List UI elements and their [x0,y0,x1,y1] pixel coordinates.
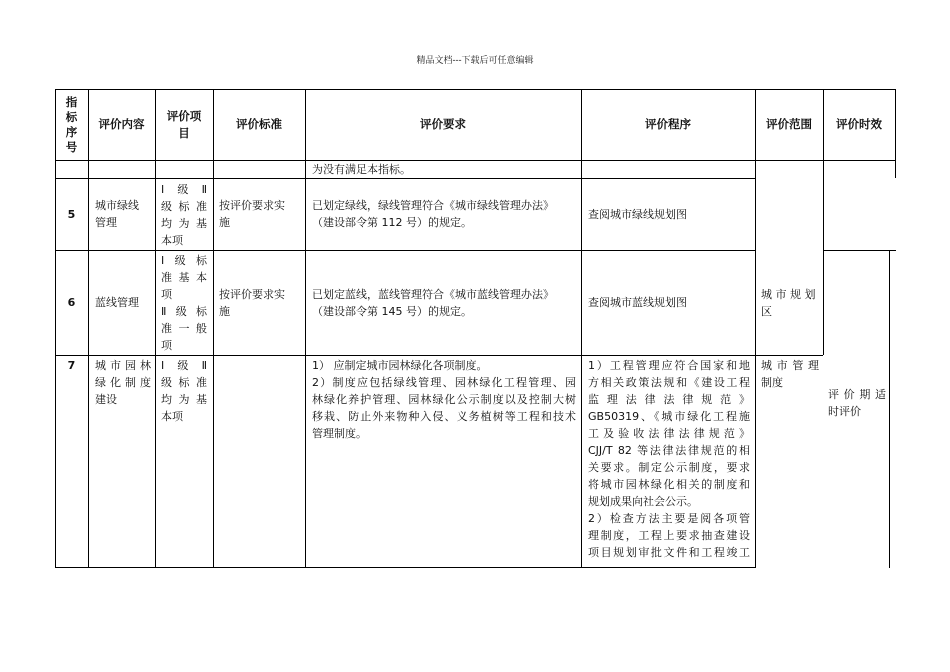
header-procedure: 评价程序 [645,117,691,131]
row-5-requirement: 已划定绿线，绿线管理符合《城市绿线管理办法》 （建设部令第 112 号）的规定。 [312,199,554,229]
row-7-item: Ⅰ 级 Ⅱ 级 标 准 均 为 基 本项 [161,359,207,423]
header-scope: 评价范围 [766,117,812,131]
continuation-requirement: 为没有满足本指标。 [312,163,411,176]
header-timing: 评价时效 [836,117,882,131]
row-7-requirement: 1） 应制定城市园林绿化各项制度。 2）制度应包括绿线管理、园林绿化工程管理、园 林绿化养护管理、园林绿化公示制度以及控制大树 移栽、防止外来物种入侵、义务植树等工程和技术 管理制度。 [312,359,576,440]
row-6-standard: 按评价要求实 施 [219,287,285,318]
row-6-index: 6 [67,296,76,309]
row-7-content: 城市园林 绿化制度 建设 [95,359,151,406]
row-6-content: 蓝线管理 [95,296,139,309]
header-item: 评价项 目 [166,108,202,140]
header-requirement: 评价要求 [420,117,466,131]
row-6-item: Ⅰ 级 标 准 基 本 项 Ⅱ 级 标 准 一 般 项 [161,254,207,352]
row-7-scope: 城 市 管 理 制度 [761,359,819,389]
row-5-procedure: 查阅城市绿线规划图 [588,207,687,221]
row-5-standard: 按评价要求实 施 [219,199,285,229]
header-content: 评价内容 [98,117,145,131]
row-7-index: 7 [67,359,76,372]
row-6-requirement: 已划定蓝线，蓝线管理符合《城市蓝线管理办法》 （建设部令第 145 号）的规定。 [312,287,554,318]
row-5-index: 5 [67,207,76,221]
row-6-scope: 城 市 规 划 区 [761,287,816,318]
page-header: 精品文档---下载后可任意编辑 [416,56,534,66]
row-6-procedure: 查阅城市蓝线规划图 [588,296,687,309]
timing-cell: 评价期适 时评价 [828,388,886,418]
header-index: 指 标 序 号 [65,94,78,154]
row-5-item: Ⅰ 级 Ⅱ 级 标 准 均 为 基 本项 [161,183,207,247]
row-5-content: 城市绿线 管理 [95,199,139,229]
evaluation-table [55,89,896,568]
header-standard: 评价标准 [236,117,282,131]
row-7-procedure: 1）工程管理应符合国家和地 方相关政策法规和《建设工程 监 理 法 律 法 律 规 范 》 GB50319、《城市绿化工程施 工 及 验 收 法 律 法 律 规 范 》 CJJ/T 82 等法律法律规范的相 关要求。制定公示制度，要求 将城市园林绿化相关的制度和 规划成果向社会公示。 2）检查方法主要是阅各项管 理制度，工程上要求抽查建设 项目规划审批文件和工程竣工 [588,359,750,559]
